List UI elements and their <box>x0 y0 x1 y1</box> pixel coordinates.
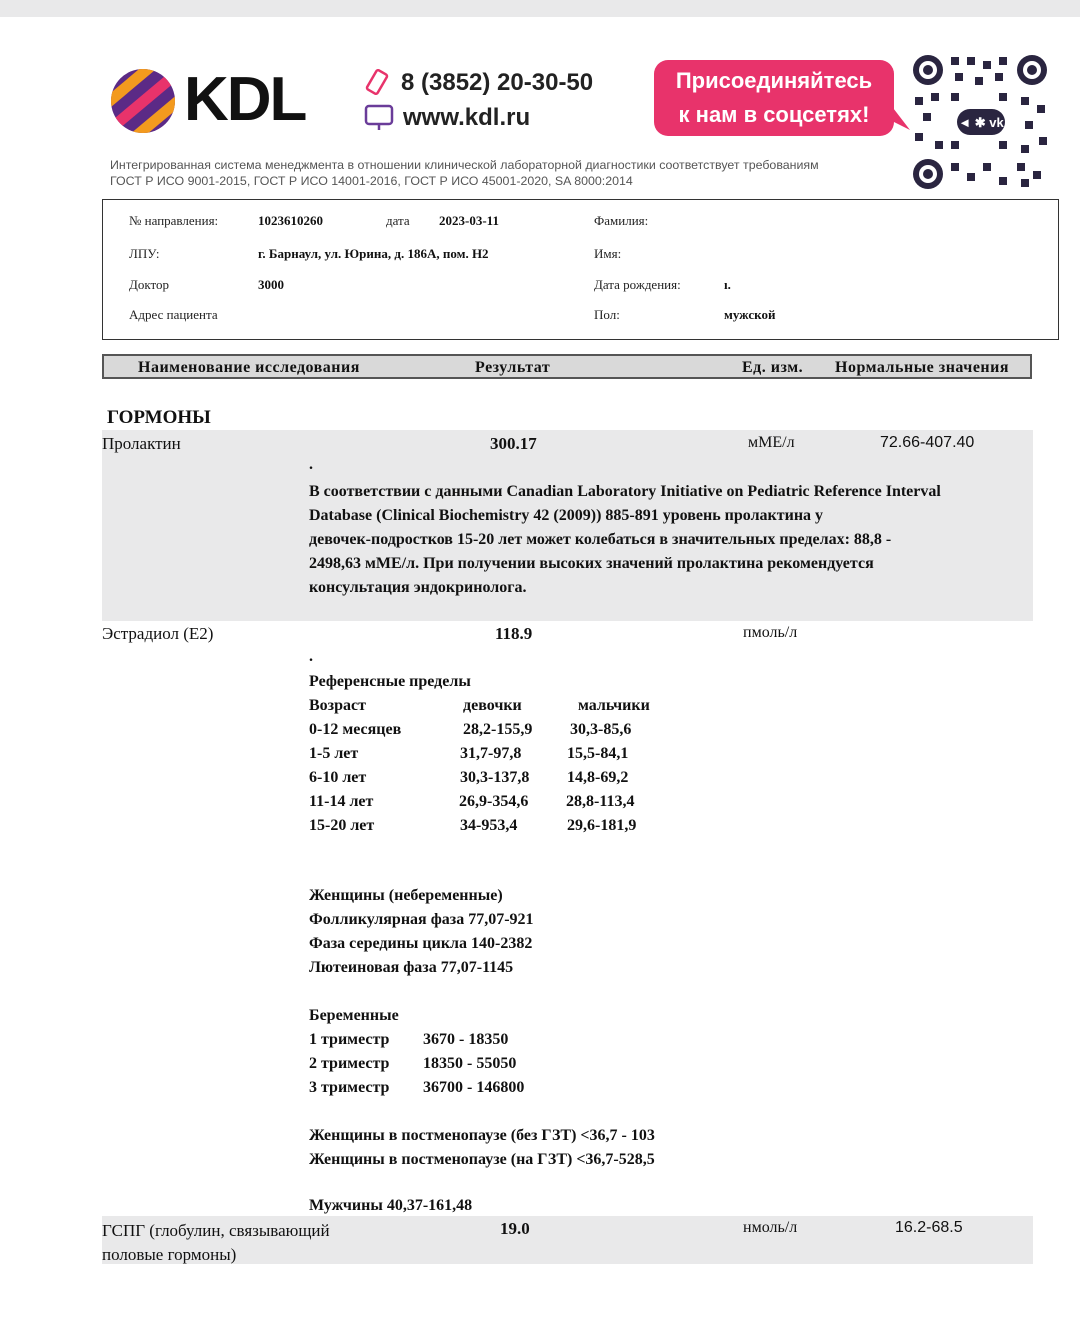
shbg-unit: нмоль/л <box>743 1219 798 1236</box>
social-banner-line-2: к нам в соцсетях! <box>678 102 870 127</box>
prolactin-unit: мМЕ/л <box>748 434 795 451</box>
ref-row-age: 0-12 месяцев <box>309 721 402 738</box>
pregnant-trimester: 3 триместр <box>309 1079 390 1096</box>
postmenopause-line: Женщины в постменопаузе (без ГЗТ) <36,7 - 103 <box>309 1127 655 1144</box>
prolactin-dot: . <box>309 456 313 473</box>
pregnant-trimester: 2 триместр <box>309 1055 390 1072</box>
header-unit: Ед. изм. <box>742 359 804 376</box>
men-range: Мужчины 40,37-161,48 <box>309 1197 473 1214</box>
referral-value: 1023610260 <box>258 213 323 228</box>
estradiol-name: Эстрадиол (Е2) <box>102 624 214 643</box>
kdl-logo-icon <box>108 68 178 134</box>
shbg-name-line: половые гормоны) <box>102 1245 237 1264</box>
ref-row-age: 6-10 лет <box>309 769 367 786</box>
prolactin-norm: 72.66-407.40 <box>880 434 975 451</box>
pregnant-title: Беременные <box>309 1007 399 1024</box>
prolactin-note <box>309 480 941 600</box>
estradiol-dot: . <box>309 648 313 665</box>
name-label: Имя: <box>594 246 622 261</box>
estradiol-result: 118.9 <box>495 624 533 643</box>
header-norm: Нормальные значения <box>835 359 1010 376</box>
social-banner-line-1: Присоединяйтесь <box>675 68 873 93</box>
ref-row-girls: 31,7-97,8 <box>460 745 522 762</box>
ref-row-boys: 15,5-84,1 <box>567 745 629 762</box>
patient-info-box <box>102 199 1059 340</box>
postmenopause-line: Женщины в постменопаузе (на ГЗТ) <36,7-528,5 <box>309 1151 655 1168</box>
social-banner[interactable] <box>654 60 894 136</box>
prolactin-note-line: 2498,63 мМЕ/л. При получении высоких значений пролактина рекомендуется <box>309 555 874 572</box>
estradiol-unit: пмоль/л <box>743 624 798 641</box>
phone-number[interactable]: 8 (3852) 20-30-50 <box>401 69 594 96</box>
women-line: Лютеиновая фаза 77,07-1145 <box>309 959 514 976</box>
doctor-label: Доктор <box>129 277 170 292</box>
svg-text:◄ ✱ vk: ◄ ✱ vk <box>958 115 1004 130</box>
referral-label: № направления: <box>129 213 219 228</box>
ref-row-girls: 28,2-155,9 <box>463 721 533 738</box>
ref-table-header-girls: девочки <box>463 697 522 714</box>
women-line: Фаза середины цикла 140-2382 <box>309 935 533 952</box>
website-link[interactable]: www.kdl.ru <box>403 104 531 131</box>
phone-icon <box>364 69 390 97</box>
birth-date-value: ı. <box>724 277 731 292</box>
iso-line-2: ГОСТ Р ИСО 9001-2015, ГОСТ Р ИСО 14001-2016, ГОСТ Р ИСО 45001-2020, SA 8000:2014 <box>110 174 633 188</box>
iso-line-1: Интегрированная система менеджмента в отношении клинической лабораторной диагностики соответствует требованиям <box>110 158 819 172</box>
banner-tail-icon <box>890 104 910 130</box>
shbg-result: 19.0 <box>500 1219 530 1238</box>
prolactin-note-line: Database (Clinical Biochemistry 42 (2009)) 885-891 уровень пролактина у <box>309 507 824 524</box>
ref-table-header-age: Возраст <box>309 697 366 714</box>
ref-row-girls: 26,9-354,6 <box>459 793 529 810</box>
section-title: ГОРМОНЫ <box>107 407 211 428</box>
date-label: дата <box>386 213 410 228</box>
header-test-name: Наименование исследования <box>138 359 360 376</box>
prolactin-note-line: В соответствии с данными Canadian Laboratory Initiative on Pediatric Reference Interval <box>309 483 941 500</box>
lpu-value: г. Барнаул, ул. Юрина, д. 186А, пом. Н2 <box>258 246 489 261</box>
postmenopause-block <box>309 1124 655 1172</box>
date-value: 2023-03-11 <box>439 213 499 228</box>
ref-row-age: 11-14 лет <box>309 793 374 810</box>
women-line: Женщины (небеременные) <box>309 887 503 904</box>
monitor-icon <box>364 104 396 132</box>
logo-text: KDL <box>184 65 306 134</box>
estradiol-ref-title: Референсные пределы <box>309 673 471 690</box>
prolactin-note-line: девочек-подростков 15-20 лет может колебаться в значительных пределах: 88,8 - <box>309 531 892 548</box>
ref-row-boys: 30,3-85,6 <box>570 721 632 738</box>
shbg-name <box>102 1219 330 1267</box>
prolactin-name: Пролактин <box>102 434 181 453</box>
pregnant-trimester: 1 триместр <box>309 1031 390 1048</box>
ref-table-header-boys: мальчики <box>578 697 650 714</box>
shbg-norm: 16.2-68.5 <box>895 1219 963 1236</box>
ref-row-boys: 14,8-69,2 <box>567 769 629 786</box>
lpu-label: ЛПУ: <box>129 246 160 261</box>
ref-row-boys: 28,8-113,4 <box>566 793 635 810</box>
header-result: Результат <box>475 359 551 376</box>
prolactin-note-line: консультация эндокринолога. <box>309 579 527 596</box>
pregnant-range: 3670 - 18350 <box>423 1031 509 1048</box>
iso-compliance-text <box>110 157 819 189</box>
shbg-name-line: ГСПГ (глобулин, связывающий <box>102 1221 330 1240</box>
ref-row-girls: 30,3-137,8 <box>460 769 530 786</box>
ref-row-age: 15-20 лет <box>309 817 375 834</box>
sex-label: Пол: <box>594 307 620 322</box>
top-bar <box>0 0 1080 17</box>
birth-date-label: Дата рождения: <box>594 277 681 292</box>
address-label: Адрес пациента <box>129 307 218 322</box>
women-block <box>309 884 534 980</box>
pregnant-range: 18350 - 55050 <box>423 1055 517 1072</box>
pregnant-range: 36700 - 146800 <box>423 1079 525 1096</box>
sex-value: мужской <box>724 307 776 322</box>
ref-row-girls: 34-953,4 <box>460 817 518 834</box>
ref-row-boys: 29,6-181,9 <box>567 817 637 834</box>
qr-code-icon[interactable] <box>911 53 1049 191</box>
results-table-header <box>102 354 1032 379</box>
prolactin-result: 300.17 <box>490 434 537 453</box>
women-line: Фолликулярная фаза 77,07-921 <box>309 911 534 928</box>
surname-label: Фамилия: <box>594 213 649 228</box>
doctor-value: 3000 <box>258 277 284 292</box>
ref-row-age: 1-5 лет <box>309 745 359 762</box>
